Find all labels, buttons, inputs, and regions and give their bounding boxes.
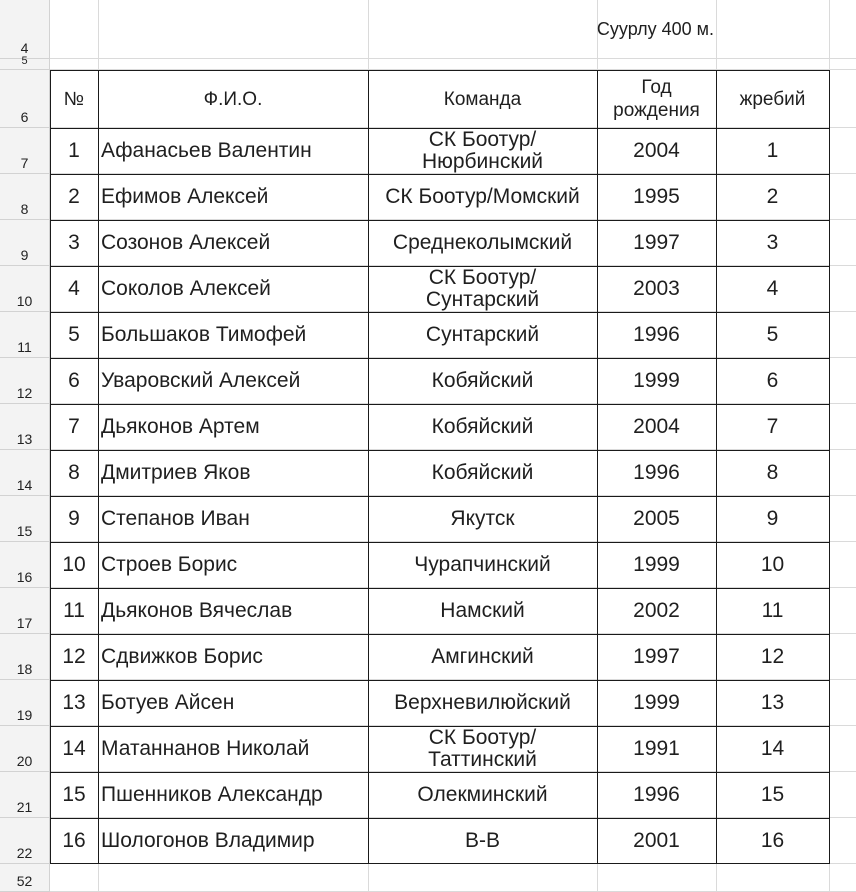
- table-border: [829, 70, 830, 864]
- cell-birth-year[interactable]: 1997: [633, 231, 680, 254]
- cell-birth-year[interactable]: 1991: [633, 737, 680, 760]
- header-lot[interactable]: жребий: [739, 88, 806, 110]
- cell-name[interactable]: Строев Борис: [101, 553, 238, 576]
- cell-lot[interactable]: 5: [766, 323, 779, 346]
- cell-team[interactable]: СК Боотур/ Сунтарский: [425, 266, 540, 311]
- cell-team[interactable]: В-В: [464, 829, 500, 852]
- cell-number[interactable]: 14: [62, 737, 86, 760]
- cell-lot[interactable]: 3: [766, 231, 779, 254]
- cell-team[interactable]: Кобяйский: [431, 415, 534, 438]
- row-header[interactable]: 21: [0, 772, 49, 818]
- cell-name[interactable]: Дьяконов Вячеслав: [101, 599, 293, 622]
- row-header[interactable]: 8: [0, 174, 49, 220]
- cell-birth-year[interactable]: 1996: [633, 323, 680, 346]
- cell-name[interactable]: Матаннанов Николай: [101, 737, 310, 760]
- cell-team[interactable]: Намский: [440, 599, 525, 622]
- cell-number[interactable]: 4: [68, 277, 80, 300]
- cell-lot[interactable]: 11: [761, 599, 784, 622]
- cell-birth-year[interactable]: 2002: [633, 599, 680, 622]
- cell-team[interactable]: Чурапчинский: [414, 553, 551, 576]
- cell-name[interactable]: Дмитриев Яков: [101, 461, 251, 484]
- row-header[interactable]: 10: [0, 266, 49, 312]
- row-header[interactable]: 19: [0, 680, 49, 726]
- cell-team[interactable]: Верхневилюйский: [394, 691, 571, 714]
- cell-name[interactable]: Степанов Иван: [101, 507, 250, 530]
- cell-lot[interactable]: 9: [766, 507, 779, 530]
- cell-birth-year[interactable]: 1995: [633, 185, 680, 208]
- row-header[interactable]: 20: [0, 726, 49, 772]
- cell-name[interactable]: Соколов Алексей: [101, 277, 271, 300]
- cell-lot[interactable]: 16: [760, 829, 785, 852]
- row-header[interactable]: 16: [0, 542, 49, 588]
- cell-name[interactable]: Пшенников Александр: [101, 783, 323, 806]
- cell-lot[interactable]: 8: [766, 461, 779, 484]
- cell-birth-year[interactable]: 1996: [633, 461, 680, 484]
- row-header[interactable]: 12: [0, 358, 49, 404]
- row-header[interactable]: 9: [0, 220, 49, 266]
- cell-number[interactable]: 2: [68, 185, 80, 208]
- cell-number[interactable]: 10: [62, 553, 86, 576]
- row-header[interactable]: 14: [0, 450, 49, 496]
- cell-birth-year[interactable]: 1997: [633, 645, 680, 668]
- cell-team[interactable]: Олекминский: [417, 783, 548, 806]
- cell-lot[interactable]: 13: [760, 691, 785, 714]
- cell-number[interactable]: 7: [68, 415, 80, 438]
- cell-lot[interactable]: 2: [766, 185, 779, 208]
- cell-lot[interactable]: 10: [760, 553, 785, 576]
- cell-number[interactable]: 3: [68, 231, 80, 254]
- cell-team[interactable]: Якутск: [450, 507, 515, 530]
- header-number[interactable]: №: [63, 88, 85, 110]
- row-header[interactable]: 6: [0, 70, 49, 128]
- cell-team[interactable]: Сунтарский: [425, 323, 540, 346]
- cell-lot[interactable]: 15: [760, 783, 785, 806]
- cell-number[interactable]: 9: [68, 507, 80, 530]
- cell-lot[interactable]: 1: [766, 139, 779, 162]
- row-header[interactable]: 17: [0, 588, 49, 634]
- cell-number[interactable]: 13: [62, 691, 86, 714]
- cell-number[interactable]: 15: [62, 783, 86, 806]
- cell-birth-year[interactable]: 1999: [633, 553, 680, 576]
- header-team[interactable]: Команда: [443, 88, 522, 110]
- cell-number[interactable]: 8: [68, 461, 80, 484]
- cell-lot[interactable]: 7: [766, 415, 779, 438]
- row-header[interactable]: 11: [0, 312, 49, 358]
- cell-birth-year[interactable]: 2005: [633, 507, 680, 530]
- cell-birth-year[interactable]: 1996: [633, 783, 680, 806]
- row-header[interactable]: 18: [0, 634, 49, 680]
- cell-birth-year[interactable]: 2001: [633, 829, 680, 852]
- cell-number[interactable]: 1: [68, 139, 80, 162]
- cell-lot[interactable]: 4: [766, 277, 779, 300]
- cell-birth-year[interactable]: 2004: [633, 415, 680, 438]
- cell-name[interactable]: Сдвижков Борис: [101, 645, 263, 668]
- row-header[interactable]: 5: [0, 59, 49, 70]
- cell-birth-year[interactable]: 1999: [633, 691, 680, 714]
- title-cell[interactable]: Суурлу 400 м.: [596, 19, 714, 39]
- cell-lot[interactable]: 12: [760, 645, 785, 668]
- cell-team[interactable]: Амгинский: [431, 645, 534, 668]
- cell-number[interactable]: 6: [68, 369, 80, 392]
- cell-name[interactable]: Шологонов Владимир: [101, 829, 315, 852]
- cell-number[interactable]: 11: [63, 599, 85, 622]
- cell-birth-year[interactable]: 1999: [633, 369, 680, 392]
- row-header[interactable]: 7: [0, 128, 49, 174]
- row-header[interactable]: 4: [0, 0, 49, 59]
- cell-team[interactable]: СК Боотур/ Таттинский: [428, 726, 537, 771]
- cell-name[interactable]: Ботуев Айсен: [101, 691, 235, 714]
- cell-team[interactable]: Кобяйский: [431, 461, 534, 484]
- cell-name[interactable]: Ефимов Алексей: [101, 185, 269, 208]
- cell-number[interactable]: 12: [62, 645, 86, 668]
- cell-team[interactable]: СК Боотур/Момский: [385, 185, 580, 208]
- cell-lot[interactable]: 14: [760, 737, 785, 760]
- cell-team[interactable]: СК Боотур/ Нюрбинский: [421, 128, 544, 173]
- cell-number[interactable]: 16: [62, 829, 86, 852]
- row-header[interactable]: 13: [0, 404, 49, 450]
- header-birth-year[interactable]: Год рождения: [613, 77, 700, 121]
- cell-number[interactable]: 5: [68, 323, 80, 346]
- row-header[interactable]: 52: [0, 864, 49, 892]
- cell-lot[interactable]: 6: [766, 369, 779, 392]
- cell-birth-year[interactable]: 2004: [633, 139, 680, 162]
- cell-name[interactable]: Афанасьев Валентин: [101, 139, 312, 162]
- cell-name[interactable]: Уваровский Алексей: [101, 369, 301, 392]
- grid-line: [50, 58, 856, 59]
- cell-birth-year[interactable]: 2003: [633, 277, 680, 300]
- row-header[interactable]: 22: [0, 818, 49, 864]
- header-name[interactable]: Ф.И.О.: [203, 88, 263, 110]
- row-header[interactable]: 15: [0, 496, 49, 542]
- cell-team[interactable]: Среднеколымский: [392, 231, 573, 254]
- cell-name[interactable]: Большаков Тимофей: [101, 323, 307, 346]
- cell-team[interactable]: Кобяйский: [431, 369, 534, 392]
- cell-name[interactable]: Созонов Алексей: [101, 231, 271, 254]
- cell-name[interactable]: Дьяконов Артем: [101, 415, 260, 438]
